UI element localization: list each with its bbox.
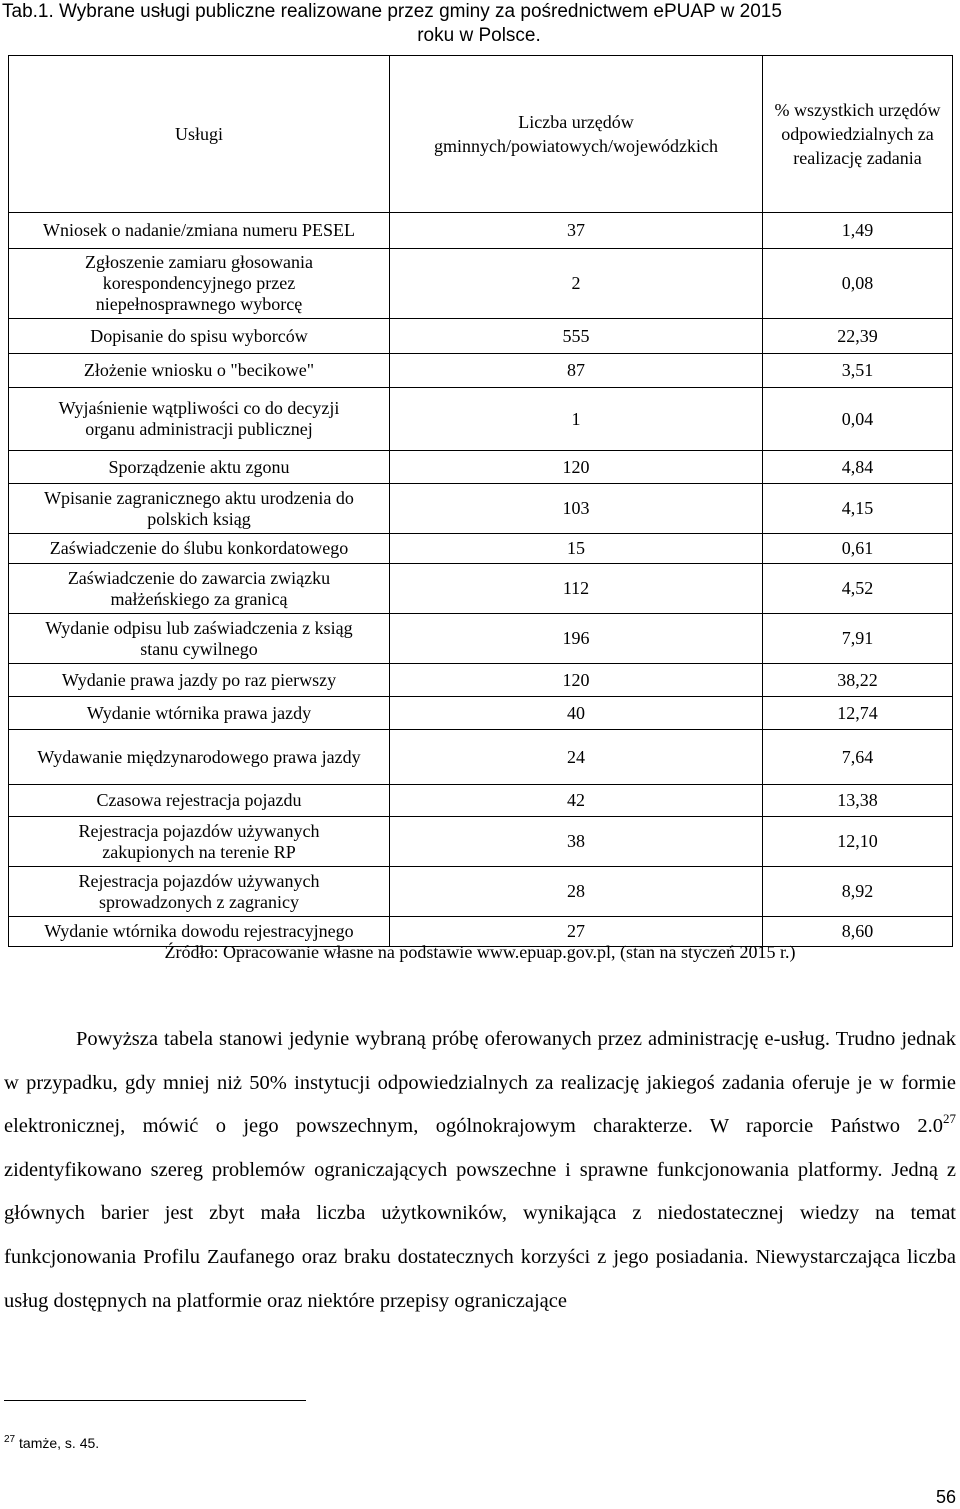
table-row <box>9 249 953 319</box>
cell-count: 112 <box>390 564 763 614</box>
cell-service: Złożenie wniosku o "becikowe" <box>9 354 390 388</box>
cell-percent: 4,15 <box>763 484 953 534</box>
table-row <box>9 785 953 817</box>
table-row <box>9 451 953 484</box>
cell-count: 27 <box>390 917 763 947</box>
table-caption <box>2 0 956 48</box>
cell-percent: 8,92 <box>763 867 953 917</box>
cell-service: Wydanie prawa jazdy po raz pierwszy <box>9 664 390 697</box>
caption-line-2: roku w Polsce. <box>417 25 541 46</box>
body-text-part-2: zidentyfikowano szereg problemów ograniczających powszechne i sprawne funkcjonowania platformy. Jedną z głównych barier jest zbyt mała liczba użytkowników, wynikająca z niedostatecznej wiedzy na temat funkcjonowania Profilu Zaufanego oraz braku dostatecznych korzyści z jego posiadania. Niewystarczająca liczba usług dostępnych na platformie oraz niektóre przepisy ograniczające <box>4 1158 956 1312</box>
cell-percent: 7,64 <box>763 730 953 785</box>
footnote-text: tamże, s. 45. <box>15 1435 100 1451</box>
cell-count: 196 <box>390 614 763 664</box>
table-row <box>9 484 953 534</box>
cell-percent: 3,51 <box>763 354 953 388</box>
cell-count: 120 <box>390 664 763 697</box>
table-row <box>9 564 953 614</box>
cell-count: 2 <box>390 249 763 319</box>
cell-count: 555 <box>390 319 763 354</box>
cell-service: Wydawanie międzynarodowego prawa jazdy <box>9 730 390 785</box>
cell-percent: 4,52 <box>763 564 953 614</box>
cell-count: 38 <box>390 817 763 867</box>
cell-count: 24 <box>390 730 763 785</box>
table-row <box>9 354 953 388</box>
cell-percent: 0,08 <box>763 249 953 319</box>
table-row <box>9 697 953 730</box>
cell-count: 42 <box>390 785 763 817</box>
cell-count: 40 <box>390 697 763 730</box>
table-row <box>9 534 953 564</box>
services-table <box>8 55 953 947</box>
table-row <box>9 817 953 867</box>
table-row <box>9 664 953 697</box>
body-paragraph <box>4 1018 956 1323</box>
cell-count: 1 <box>390 388 763 451</box>
table-row <box>9 867 953 917</box>
table-row <box>9 730 953 785</box>
cell-percent: 0,61 <box>763 534 953 564</box>
table-row <box>9 614 953 664</box>
cell-service: Wydanie wtórnika dowodu rejestracyjnego <box>9 917 390 947</box>
cell-service: Wpisanie zagranicznego aktu urodzenia do polskich ksiąg <box>9 484 390 534</box>
header-percent: % wszystkich urzędów odpowiedzialnych za realizację zadania <box>763 56 953 213</box>
cell-percent: 12,10 <box>763 817 953 867</box>
table-row <box>9 388 953 451</box>
cell-count: 37 <box>390 213 763 249</box>
cell-service: Wniosek o nadanie/zmiana numeru PESEL <box>9 213 390 249</box>
cell-percent: 13,38 <box>763 785 953 817</box>
cell-service: Rejestracja pojazdów używanych sprowadzonych z zagranicy <box>9 867 390 917</box>
header-office-count: Liczba urzędów gminnych/powiatowych/wojewódzkich <box>390 56 763 213</box>
table-header-row <box>9 56 953 213</box>
cell-service: Zaświadczenie do ślubu konkordatowego <box>9 534 390 564</box>
cell-percent: 0,04 <box>763 388 953 451</box>
cell-percent: 38,22 <box>763 664 953 697</box>
cell-percent: 4,84 <box>763 451 953 484</box>
table-row <box>9 319 953 354</box>
cell-service: Wyjaśnienie wątpliwości co do decyzji organu administracji publicznej <box>9 388 390 451</box>
caption-line-1: Tab.1. Wybrane usługi publiczne realizowane przez gminy za pośrednictwem ePUAP w 2015 <box>2 1 782 22</box>
cell-service: Dopisanie do spisu wyborców <box>9 319 390 354</box>
source-note: Źródło: Opracowanie własne na podstawie www.epuap.gov.pl, (stan na styczeń 2015 r.) <box>164 942 796 962</box>
body-text-part-1: Powyższa tabela stanowi jedynie wybraną próbę oferowanych przez administrację e-usług. Trudno jednak w przypadku, gdy mniej niż 50% instytucji odpowiedzialnych za realizację jakiegoś zadania oferuje je w formie elektronicznej, mówić o jego powszechnym, ogólnokrajowym charakterze. W raporcie Państwo 2.0 <box>4 1028 956 1138</box>
page-number: 56 <box>935 1487 956 1507</box>
footnote-reference[interactable]: 27 <box>943 1111 956 1127</box>
cell-count: 87 <box>390 354 763 388</box>
cell-service: Zgłoszenie zamiaru głosowania korespondencyjnego przez niepełnosprawnego wyborcę <box>9 249 390 319</box>
cell-service: Wydanie wtórnika prawa jazdy <box>9 697 390 730</box>
cell-count: 28 <box>390 867 763 917</box>
cell-count: 103 <box>390 484 763 534</box>
cell-service: Czasowa rejestracja pojazdu <box>9 785 390 817</box>
cell-percent: 8,60 <box>763 917 953 947</box>
cell-service: Sporządzenie aktu zgonu <box>9 451 390 484</box>
table-row <box>9 213 953 249</box>
cell-service: Rejestracja pojazdów używanych zakupionych na terenie RP <box>9 817 390 867</box>
cell-percent: 7,91 <box>763 614 953 664</box>
footnote-separator <box>4 1400 306 1401</box>
cell-service: Zaświadczenie do zawarcia związku małżeńskiego za granicą <box>9 564 390 614</box>
cell-percent: 1,49 <box>763 213 953 249</box>
cell-percent: 12,74 <box>763 697 953 730</box>
header-services: Usługi <box>9 56 390 213</box>
footnote-number: 27 <box>4 1434 16 1445</box>
cell-service: Wydanie odpisu lub zaświadczenia z ksiąg stanu cywilnego <box>9 614 390 664</box>
cell-count: 15 <box>390 534 763 564</box>
footnote <box>4 1433 99 1453</box>
cell-count: 120 <box>390 451 763 484</box>
cell-percent: 22,39 <box>763 319 953 354</box>
